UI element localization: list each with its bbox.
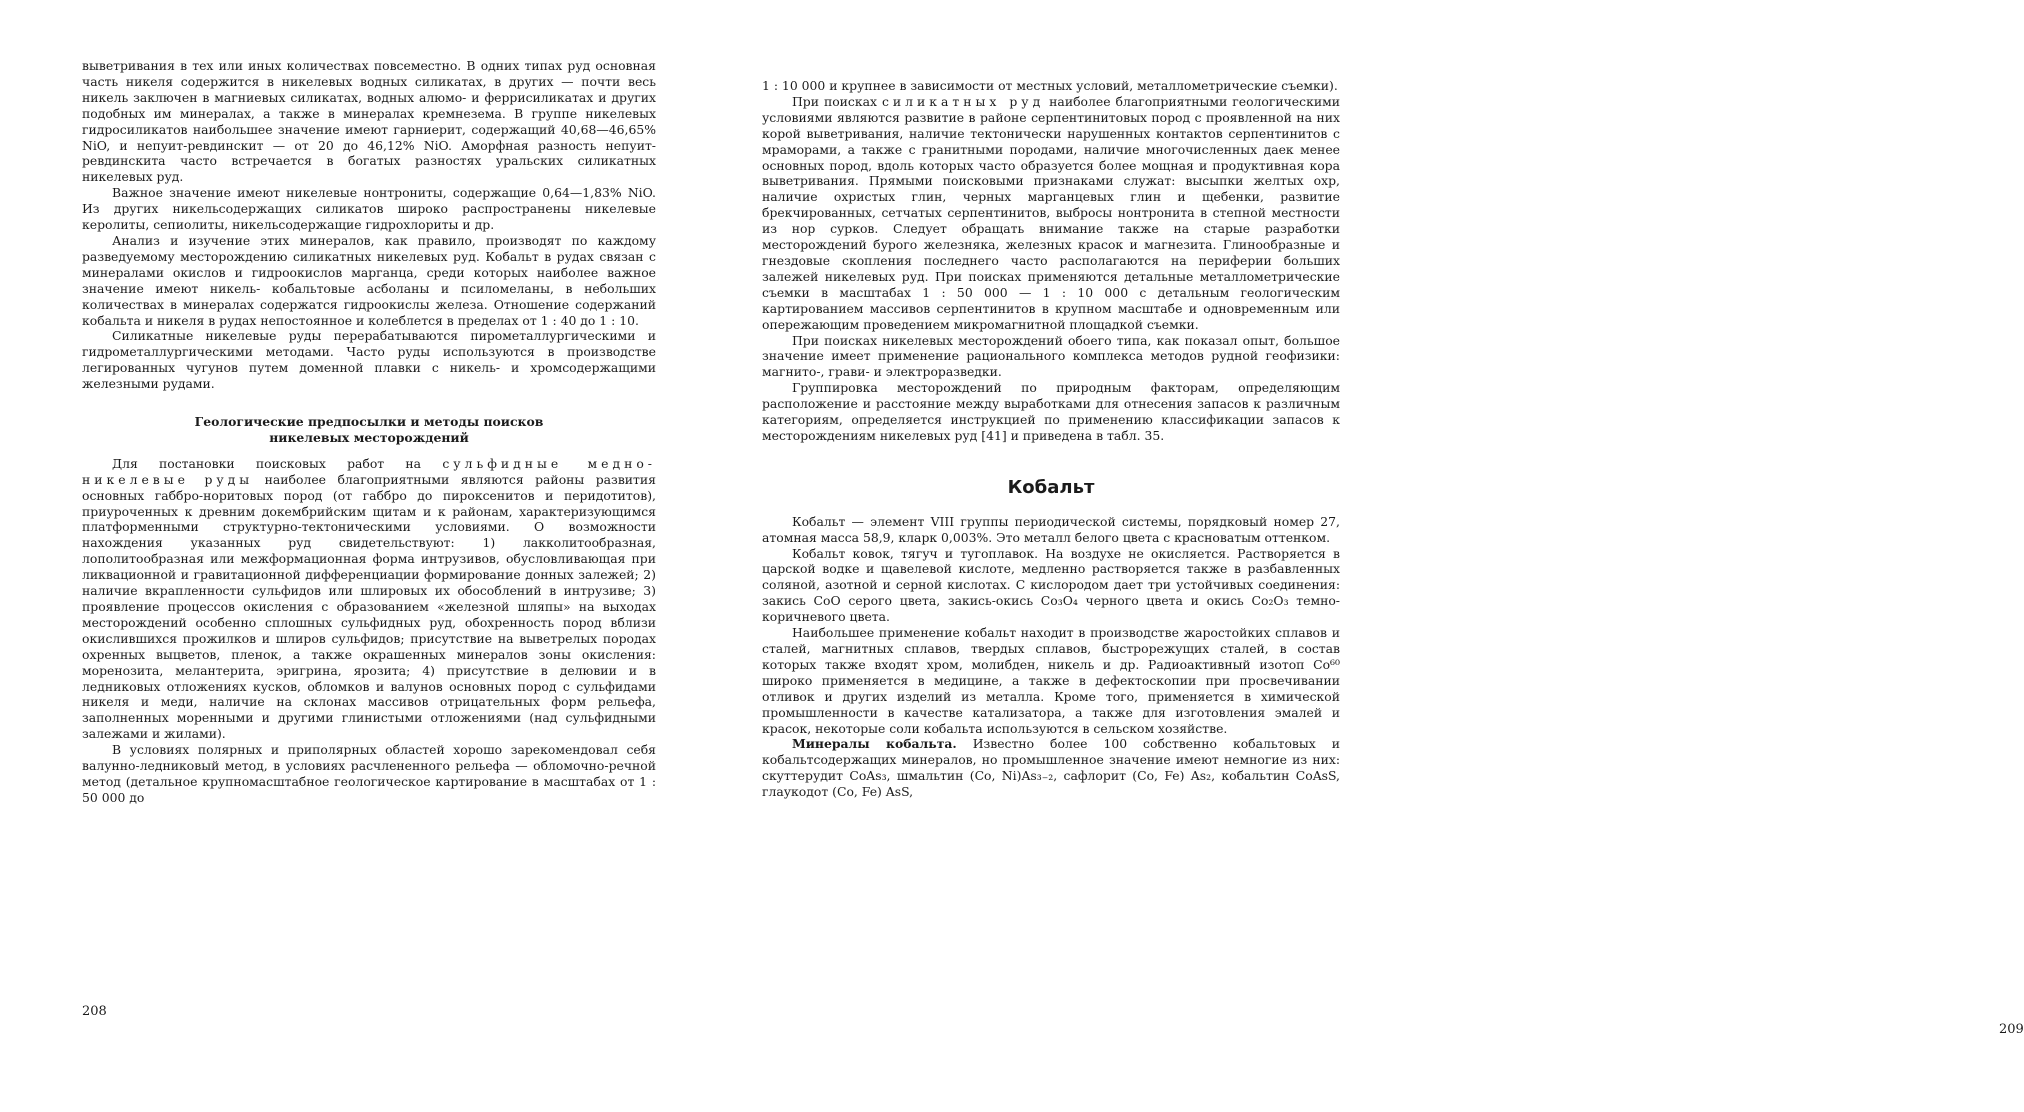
left-page bbox=[0, 0, 712, 1112]
paragraph: Кобальт ковок, тягуч и тугоплавок. На воздухе не окисляется. Растворяется в царской водке и щавелевой кислоте, медленно растворяется также в разбавленных соляной, азотной и серной кислотах. С кислородом дает три устойчивых соединения: закись CoO серого цвета, закись-окись Co₃O₄ черного цвета и окись Co₂O₃ темно-коричневого цвета. bbox=[762, 545, 1340, 625]
paragraph: При поисках никелевых месторождений обоего типа, как показал опыт, большое значение имеет применение рационального комплекса методов рудной геофизики: магнито-, грави- и электроразведки. bbox=[762, 332, 1340, 380]
section-heading-line: никелевых месторождений bbox=[269, 429, 469, 445]
paragraph: В условиях полярных и приполярных областей хорошо зарекомендовал себя валунно-ледниковый метод, в условиях расчлененного рельефа — обломочно-речной метод (детальное крупномасштабное геологическое картирование в масштабах от 1 : 50 000 до bbox=[82, 742, 656, 805]
paragraph: Анализ и изучение этих минералов, как правило, производят по каждому разведуемому месторождению силикатных никелевых руд. Кобальт в рудах связан с минералами окислов и гидроокислов марганца, среди которых наиболее важное значение имеют никель- кобальтовые асболаны и псиломеланы, в небольших количествах в минералах содержатся гидроокислы железа. Отношение содержаний кобальта и никеля в рудах непостоянное и колеблется в пределах от 1 : 40 до 1 : 10. bbox=[82, 232, 656, 328]
chapter-title: Кобальт bbox=[1007, 476, 1095, 498]
paragraph: Группировка месторождений по природным факторам, определяющим расположение и расстояние между выработками для отнесения запасов к различным категориям, определяется инструкцией по применению классификации запасов к месторождениям никелевых руд [41] и приведена в табл. 35. bbox=[762, 380, 1340, 443]
spaced-emphasis: силикатных руд bbox=[881, 93, 1045, 109]
right-page bbox=[712, 0, 2024, 1112]
paragraph: Силикатные никелевые руды перерабатываются пирометаллургическими и гидрометаллургическими методами. Часто руды используются в производстве легированных чугунов путем доменной плавки с никель- и хромсодержащими железными рудами. bbox=[82, 328, 656, 392]
paragraph bbox=[762, 736, 1340, 800]
bold-lead: Минералы кобальта. bbox=[792, 736, 957, 752]
section-heading-line: Геологические предпосылки и методы поисков bbox=[194, 414, 544, 430]
spaced-emphasis: сульфидные медно-никелевые руды bbox=[82, 455, 656, 487]
left-text-column bbox=[82, 58, 656, 806]
section-heading bbox=[82, 414, 656, 446]
paragraph-text: Известно более 100 собственно кобальтовых и кобальтсодержащих минералов, но промышленное значение имеют немногие из них: скуттерудит CoAs₃, шмальтин (Co, Ni)As₃₋₂, сафлорит (Co, Fe) As₂, кобальтин CoAsS, глаукодот (Co, Fe) AsS, bbox=[762, 736, 1340, 800]
paragraph-text: наиболее благоприятными являются районы развития основных габбро-норитовых пород (от габбро до пироксенитов и перидотитов), приуроченных к древним докембрийским щитам и к районам, характеризующимся платформенными структурно-тектоническими условиями. О возможности нахождения указанных руд свидетельствуют: 1) лакколитообразная, лополитообразная или межформационная форма интрузивов, обусловливающая при ликвационной и гравитационной дифференциации формирование донных залежей; 2) наличие вкрапленности сульфидов или шлировых их обособлений в интрузиве; 3) проявление процессов окисления с образованием «железной шляпы» на выходах месторождений особенно сплошных сульфидных руд, обохренность пород вблизи окислившихся прожилков и шлиров сульфидов; присутствие на выветрелых породах охренных выцветов, пленок, а также окрашенных минералов зоны окисления: моренозита, мелантерита, эригрина, ярозита; 4) присутствие в делювии и в ледниковых отложениях кусков, обломков и валунов основных пород с сульфидами никеля и меди, наличие на склонах массивов отрицательных форм рельефа, заполненных моренными и другими глинистыми отложениями (над сульфидными залежами и жилами). bbox=[82, 471, 656, 742]
paragraph: Кобальт — элемент VIII группы периодической системы, порядковый номер 27, атомная масса 58,9, кларк 0,003%. Это металл белого цвета с красноватым оттенком. bbox=[762, 513, 1340, 545]
paragraph-text: При поисках bbox=[792, 93, 877, 109]
paragraph-text: Для постановки поисковых работ на bbox=[112, 455, 422, 471]
paragraph: Важное значение имеют никелевые нонтрониты, содержащие 0,64—1,83% NiO. Из других никельсодержащих силикатов широко распространены никелевые керолиты, сепиолиты, никельсодержащие гидрохлориты и др. bbox=[82, 185, 656, 233]
paragraph-text: наиболее благоприятными геологическими условиями являются развитие в районе серпентинитовых пород с проявленной на них корой выветривания, наличие тектонически нарушенных контактов серпентинитов с мраморами, а также с гранитными породами, наличие многочисленных даек менее основных пород, вдоль которых часто образуется более мощная и продуктивная кора выветривания. Прямыми поисковыми признаками служат: высыпки желтых охр, наличие охристых глин, черных марганцевых глин и щебенки, развитие брекчированных, сетчатых серпентинитов, выбросы нонтронита в степной местности из нор сурков. Следует обращать внимание также на старые разработки месторождений бурого железняка, железных красок и магнезита. Глинообразные и гнездовые скопления последнего часто располагаются на периферии больших залежей никелевых руд. При поисках применяются детальные металлометрические съемки в масштабах 1 : 50 000 — 1 : 10 000 с детальным геологическим картированием массивов серпентинитов в крупном масштабе и одновременным или опережающим проведением микромагнитной площадкой съемки. bbox=[762, 93, 1340, 332]
paragraph: 1 : 10 000 и крупнее в зависимости от местных условий, металлометрические съемки). bbox=[762, 78, 1338, 93]
page-number: 208 bbox=[82, 1004, 107, 1019]
paragraph bbox=[82, 456, 656, 742]
paragraph: Наибольшее применение кобальт находит в производстве жаростойких сплавов и сталей, магнитных сплавов, твердых сплавов, быстрорежущих сталей, в состав которых также входят хром, молибден, никель и др. Радиоактивный изотоп Co⁶⁰ широко применяется в медицине, а также в дефектоскопии при просвечивании отливок и других изделий из металла. Кроме того, применяется в химической промышленности в качестве катализатора, а также для изготовления эмалей и красок, некоторые соли кобальта используются в сельском хозяйстве. bbox=[762, 625, 1340, 736]
right-text-column bbox=[762, 78, 1340, 800]
page-number: 209 bbox=[1999, 1022, 2024, 1037]
paragraph bbox=[762, 94, 1340, 333]
paragraph: выветривания в тех или иных количествах повсеместно. В одних типах руд основная часть никеля содержится в никелевых водных силикатах, в других — почти весь никель заключен в магниевых силикатах, водных алюмо- и феррисиликатах и других подобных им минералах, а также в минералах кремнезема. В группе никелевых гидросиликатов наибольшее значение имеют гарниерит, содержащий 40,68—46,65% NiO, и непуит-ревдинскит — от 20 до 46,12% NiO. Аморфная разность непуит-ревдинскита часто встречается в богатых разностях уральских силикатных никелевых руд. bbox=[82, 58, 656, 185]
